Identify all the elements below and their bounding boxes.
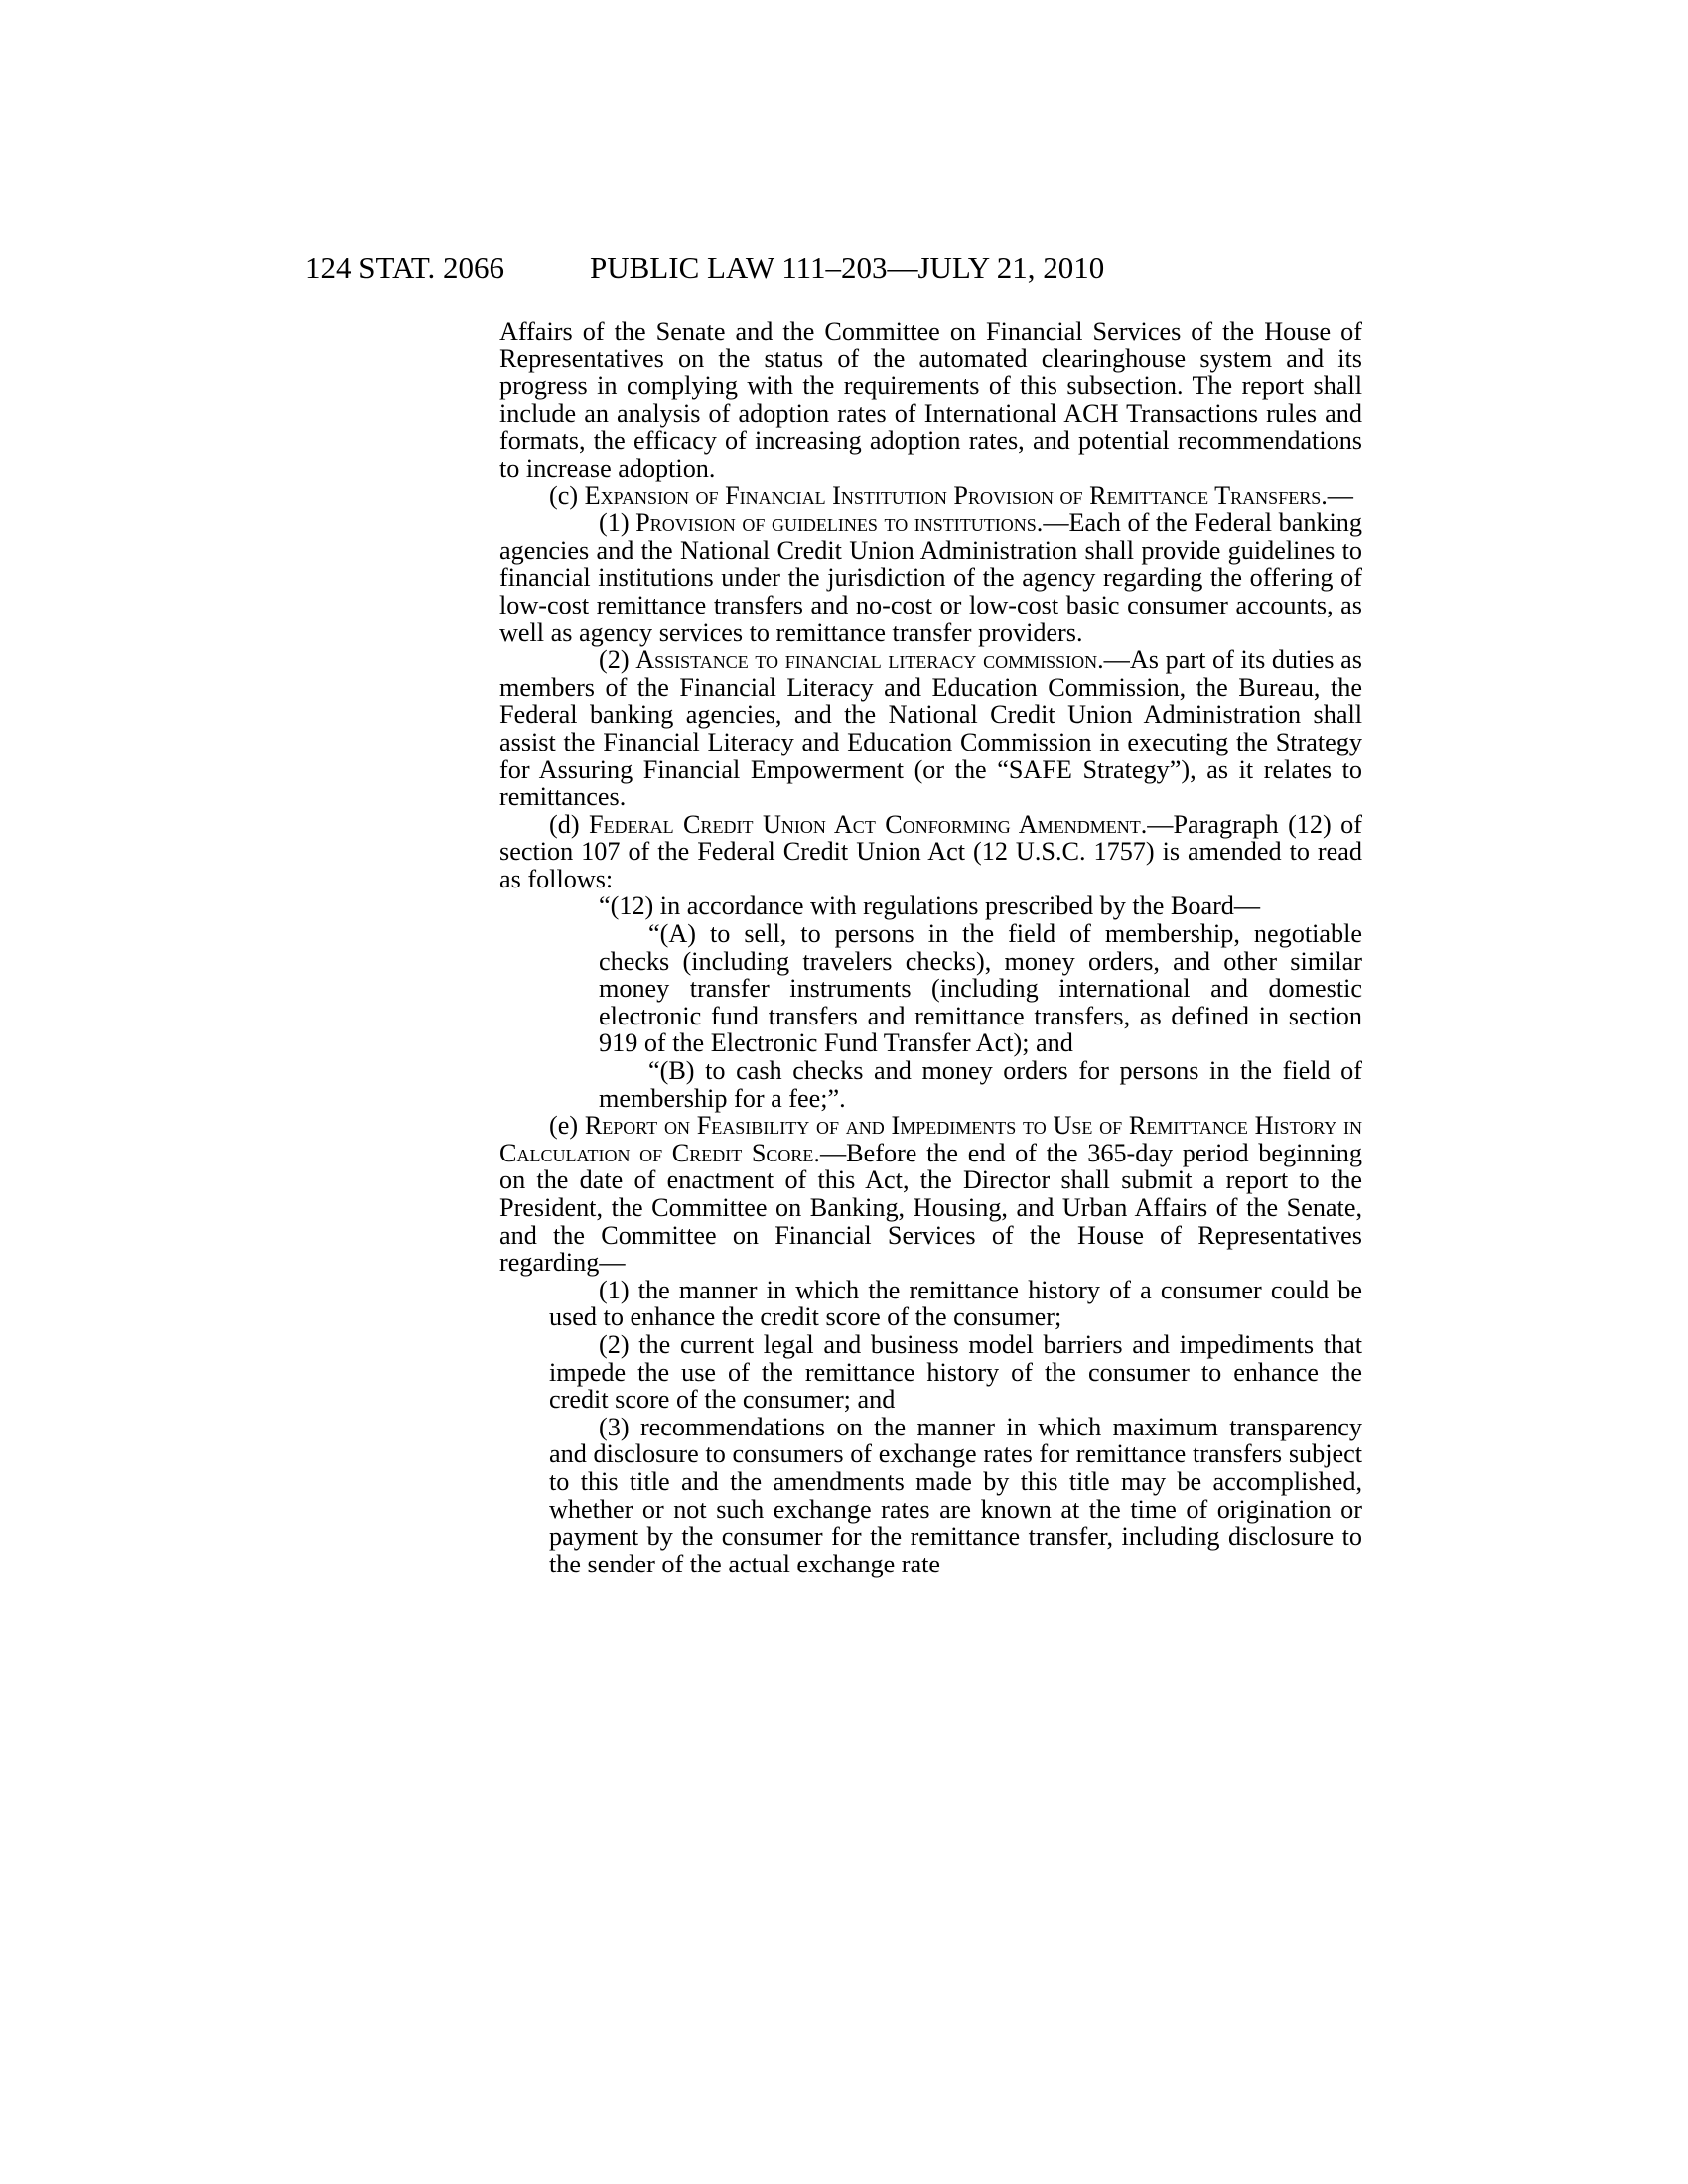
subsection-c-heading: Expansion of Financial Institution Provision of Remittance Transfers.— [584,480,1353,510]
subsection-e-heading: Report on Feasibility of and Impediments to Use of Remittance History in Calculation of Credit Score. [499,1111,1362,1167]
quoted-subparagraph-a: “(A) to sell, to persons in the field of membership, negotiable checks (including travelers checks), money orders, and other similar money transfer instruments (including international and domestic electronic fund transfers and remittance transfers, as defined in section 919 of the Electronic Fund Transfer Act); and [599,919,1362,1058]
paragraph-e2: (2) the current legal and business model barriers and impediments that impede the use of the remittance history of the consumer to enhance the credit score of the consumer; and [549,1329,1362,1415]
paragraph-c2-label: (2) [599,645,636,675]
page-header [0,248,1688,288]
paragraph-continued: Affairs of the Senate and the Committee on Financial Services of the House of Representatives on the status of the automated clearinghouse system and its progress in complying with the requirements of this subsection. The report shall include an analysis of adoption rates of International ACH Transactions rules and formats, the efficacy of increasing adoption rates, and potential recommendations to increase adoption. [499,317,1362,482]
subsection-d [499,811,1362,893]
subsection-d-heading: Federal Credit Union Act Conforming Amendment.— [589,809,1174,839]
subsection-d-text: Paragraph (12) of section 107 of the Federal Credit Union Act (12 U.S.C. 1757) is amended to read as follows: [499,809,1362,893]
paragraph-e1: (1) the manner in which the remittance history of a consumer could be used to enhance the credit score of the consumer; [549,1275,1362,1332]
paragraph-c2 [499,646,1362,811]
paragraph-c1-label: (1) [599,508,636,538]
subsection-d-label: (d) [549,809,590,839]
paragraph-c1-text: —Each of the Federal banking agencies and the National Credit Union Administration shall provide guidelines to financial institutions under the jurisdiction of the agency regarding the offering of low-cost remittance transfers and no-cost or low-cost basic consumer accounts, as well as agency services to remittance transfer providers. [499,508,1362,647]
subsection-e-label: (e) [549,1111,585,1141]
body-text [499,318,1362,1577]
paragraph-c2-heading: Assistance to financial literacy commission. [635,645,1104,675]
statute-page-number: 124 STAT. 2066 [305,250,505,285]
quoted-paragraph-12: “(12) in accordance with regulations prescribed by the Board— [599,891,1261,921]
paragraph-c1-heading: Provision of guidelines to institutions. [635,508,1044,538]
paragraph-c2-text: —As part of its duties as members of the Financial Literacy and Education Commission, the Bureau, the Federal banking agencies, and the National Credit Union Administration shall assist the Financial Literacy and Education Commission in executing the Strategy for Assuring Financial Empowerment (or the “SAFE Strategy”), as it relates to remittances. [499,645,1362,812]
quoted-subparagraph-b: “(B) to cash checks and money orders for persons in the field of membership for a fee;”. [599,1056,1362,1113]
paragraph-e3: (3) recommendations on the manner in which maximum transparency and disclosure to consumers of exchange rates for remittance transfers subject to this title and the amendments made by this title may be accomplished, whether or not such exchange rates are known at the time of origination or payment by the consumer for the remittance transfer, including disclosure to the sender of the actual exchange rate [549,1412,1362,1578]
subsection-e-text: —Before the end of the 365-day period beginning on the date of enactment of this Act, the Director shall submit a report to the President, the Committee on Banking, Housing, and Urban Affairs of the Senate, and the Committee on Financial Services of the House of Representatives regarding— [499,1138,1362,1278]
subsection-e [499,1112,1362,1277]
subsection-c [499,482,1362,510]
paragraph-c1 [499,509,1362,646]
subsection-c-label: (c) [549,480,585,510]
running-head: PUBLIC LAW 111–203—JULY 21, 2010 [590,250,1105,285]
